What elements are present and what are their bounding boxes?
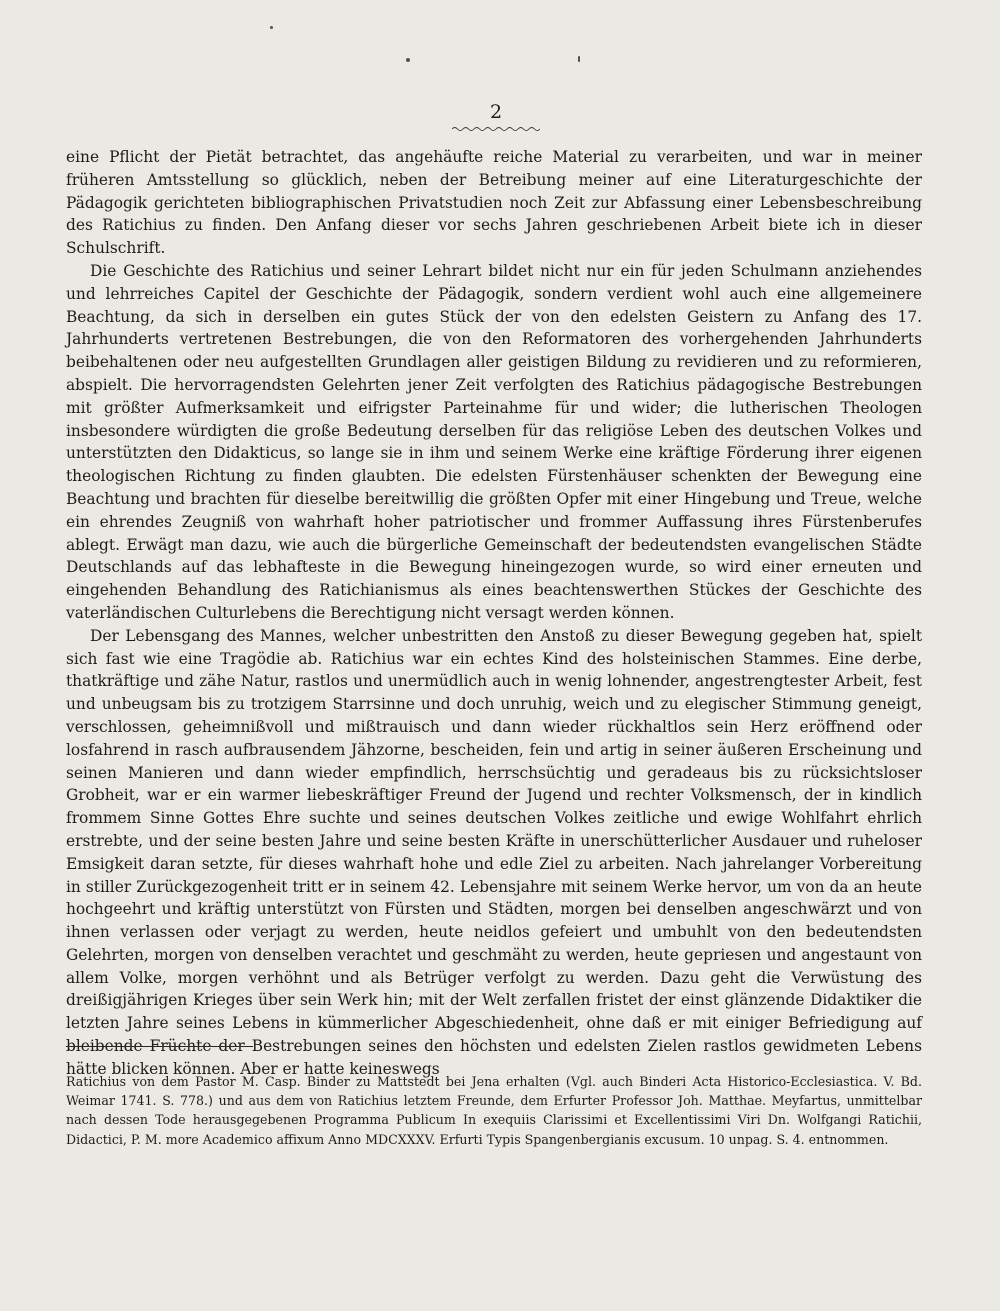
paragraph: Der Lebensgang des Mannes, welcher unbestritten den Anstoß zu dieser Bewegung gegeben hat, spielt sich fast wie eine Tragödie ab. Ratichius war ein echtes Kind des holsteinischen Stammes. Eine derbe, thatkräftige und zähe Natur, rastlos und unermüdlich auch in wenig lohnender, angestrengtester Arbeit, fest und unbeugsam bis zu trotzigem Starrsinne und doch unruhig, weich und zu elegischer Stimmung geneigt, verschlossen, geheimnißvoll und mißtrauisch und dann wieder rückhaltlos sein Herz eröffnend oder losfahrend in rasch aufbrausendem Jähzorne, bescheiden, fein und artig in seiner äußeren Erscheinung und seinen Manieren und dann wieder empfindlich, herrschsüchtig und geradeaus bis zu rücksichtsloser Grobheit, war er ein warmer liebeskräftiger Freund der Jugend und rechter Volksmensch, der in kindlich frommem Sinne Gottes Ehre suchte und seines deutschen Volkes zeitliche und ewige Wohlfahrt ehrlich erstrebte, und der seine besten Jahre und seine besten Kräfte in unerschütterlicher Ausdauer und ruheloser Emsigkeit daran setzte, für dieses wahrhaft hohe und edle Ziel zu arbeiten. Nach jahrelanger Vorbereitung in stiller Zurückgezogenheit tritt er in seinem 42. Lebensjahre mit seinem Werke hervor, um von da an heute hochgeehrt und kräftig unterstützt von Fürsten und Städten, morgen bei denselben angeschwärzt und von ihnen verlassen oder verjagt zu werden, heute neidlos gefeiert und umbuhlt von den bedeutendsten Gelehrten, morgen von denselben verachtet und geschmäht zu werden, heute gepriesen und angestaunt von allem Volke, morgen verhöhnt und als Betrüger verfolgt zu werden. Dazu geht die Verwüstung des dreißigjährigen Krieges über sein Werk hin; mit der Welt zerfallen fristet der einst glänzende Didaktiker die letzten Jahre seines Lebens in kümmerlicher Abgeschiedenheit, ohne daß er mit einiger Befriedigung auf bleibende Früchte der Bestrebungen seines den höchsten und edelsten Zielen rastlos gewidmeten Lebens hätte blicken können. Aber er hatte keineswegs bbox=[66, 626, 922, 1078]
paragraph: eine Pflicht der Pietät betrachtet, das angehäufte reiche Material zu verarbeiten, und war in meiner früheren Amtsstellung so glücklich, neben der Betreibung meiner auf eine Literaturgeschichte der Pädagogik gerichteten bibliographischen Privatstudien noch Zeit zur Abfassung einer Lebensbeschreibung des Ratichius zu finden. Den Anfang dieser vor sechs Jahren geschriebenen Arbeit biete ich in dieser Schulschrift. bbox=[66, 148, 922, 258]
ink-speck bbox=[270, 26, 273, 29]
main-text bbox=[66, 146, 922, 1081]
ink-speck bbox=[406, 58, 410, 62]
page-number: 2 bbox=[489, 101, 503, 123]
ink-speck bbox=[578, 56, 580, 62]
ornamental-rule bbox=[452, 126, 540, 132]
footnote: Ratichius von dem Pastor M. Casp. Binder zu Mattstedt bei Jena erhalten (Vgl. auch Binderi Acta Historico-Ecclesiastica. V. Bd. Weimar 1741. S. 778.) und aus dem von Ratichius letztem Freunde, dem Erfurter Professor Joh. Matthae. Meyfartus, unmittelbar nach dessen Tode herausgegebenen Programma Publicum In exequiis Clarissimi et Excellentissimi Viri Dn. Wolfgangi Ratichii, Didactici, P. M. more Academico affixum Anno MDCXXXV. Erfurti Typis Spangenbergianis excusum. 10 unpag. S. 4. entnommen. bbox=[66, 1074, 922, 1147]
footnote-divider bbox=[66, 1046, 253, 1047]
paragraph: Die Geschichte des Ratichius und seiner Lehrart bildet nicht nur ein für jeden Schulmann anziehendes und lehrreiches Capitel der Geschichte der Pädagogik, sondern verdient wohl auch eine allgemeinere Beachtung, da sich in derselben ein gutes Stück der von den edelsten Geistern zu Anfang des 17. Jahrhunderts vertretenen Bestrebungen, die von den Reformatoren des vorhergehenden Jahrhunderts beibehaltenen oder neu aufgestellten Grundlagen aller geistigen Bildung zu revidieren und zu reformieren, abspielt. Die hervorragendsten Gelehrten jener Zeit verfolgten des Ratichius pädagogische Bestrebungen mit größter Aufmerksamkeit und eifrigster Parteinahme für und wider; die lutherischen Theologen insbesondere würdigten die große Bedeutung derselben für das religiöse Leben des deutschen Volkes und unterstützten den Didakticus, so lange sie in ihm und seinem Werke eine kräftige Förderung ihrer eigenen theologischen Richtung zu finden glaubten. Die edelsten Fürstenhäuser schenkten der Bewegung eine Beachtung und brachten für dieselbe bereitwillig die größten Opfer mit einer Hingebung und Treue, welche ein ehrendes Zeugniß von wahrhaft hoher patriotischer und frommer Auffassung ihres Fürstenberufes ablegt. Erwägt man dazu, wie auch die bürgerliche Gemeinschaft der bedeutendsten evangelischen Städte Deutschlands auf das lebhafteste in die Bewegung hineingezogen wurde, so wird einer erneuten und eingehenden Behandlung des Ratichianismus als eines beachtenswerthen Stückes der Geschichte des vaterländischen Culturlebens die Berechtigung nicht versagt werden können. bbox=[66, 261, 922, 622]
